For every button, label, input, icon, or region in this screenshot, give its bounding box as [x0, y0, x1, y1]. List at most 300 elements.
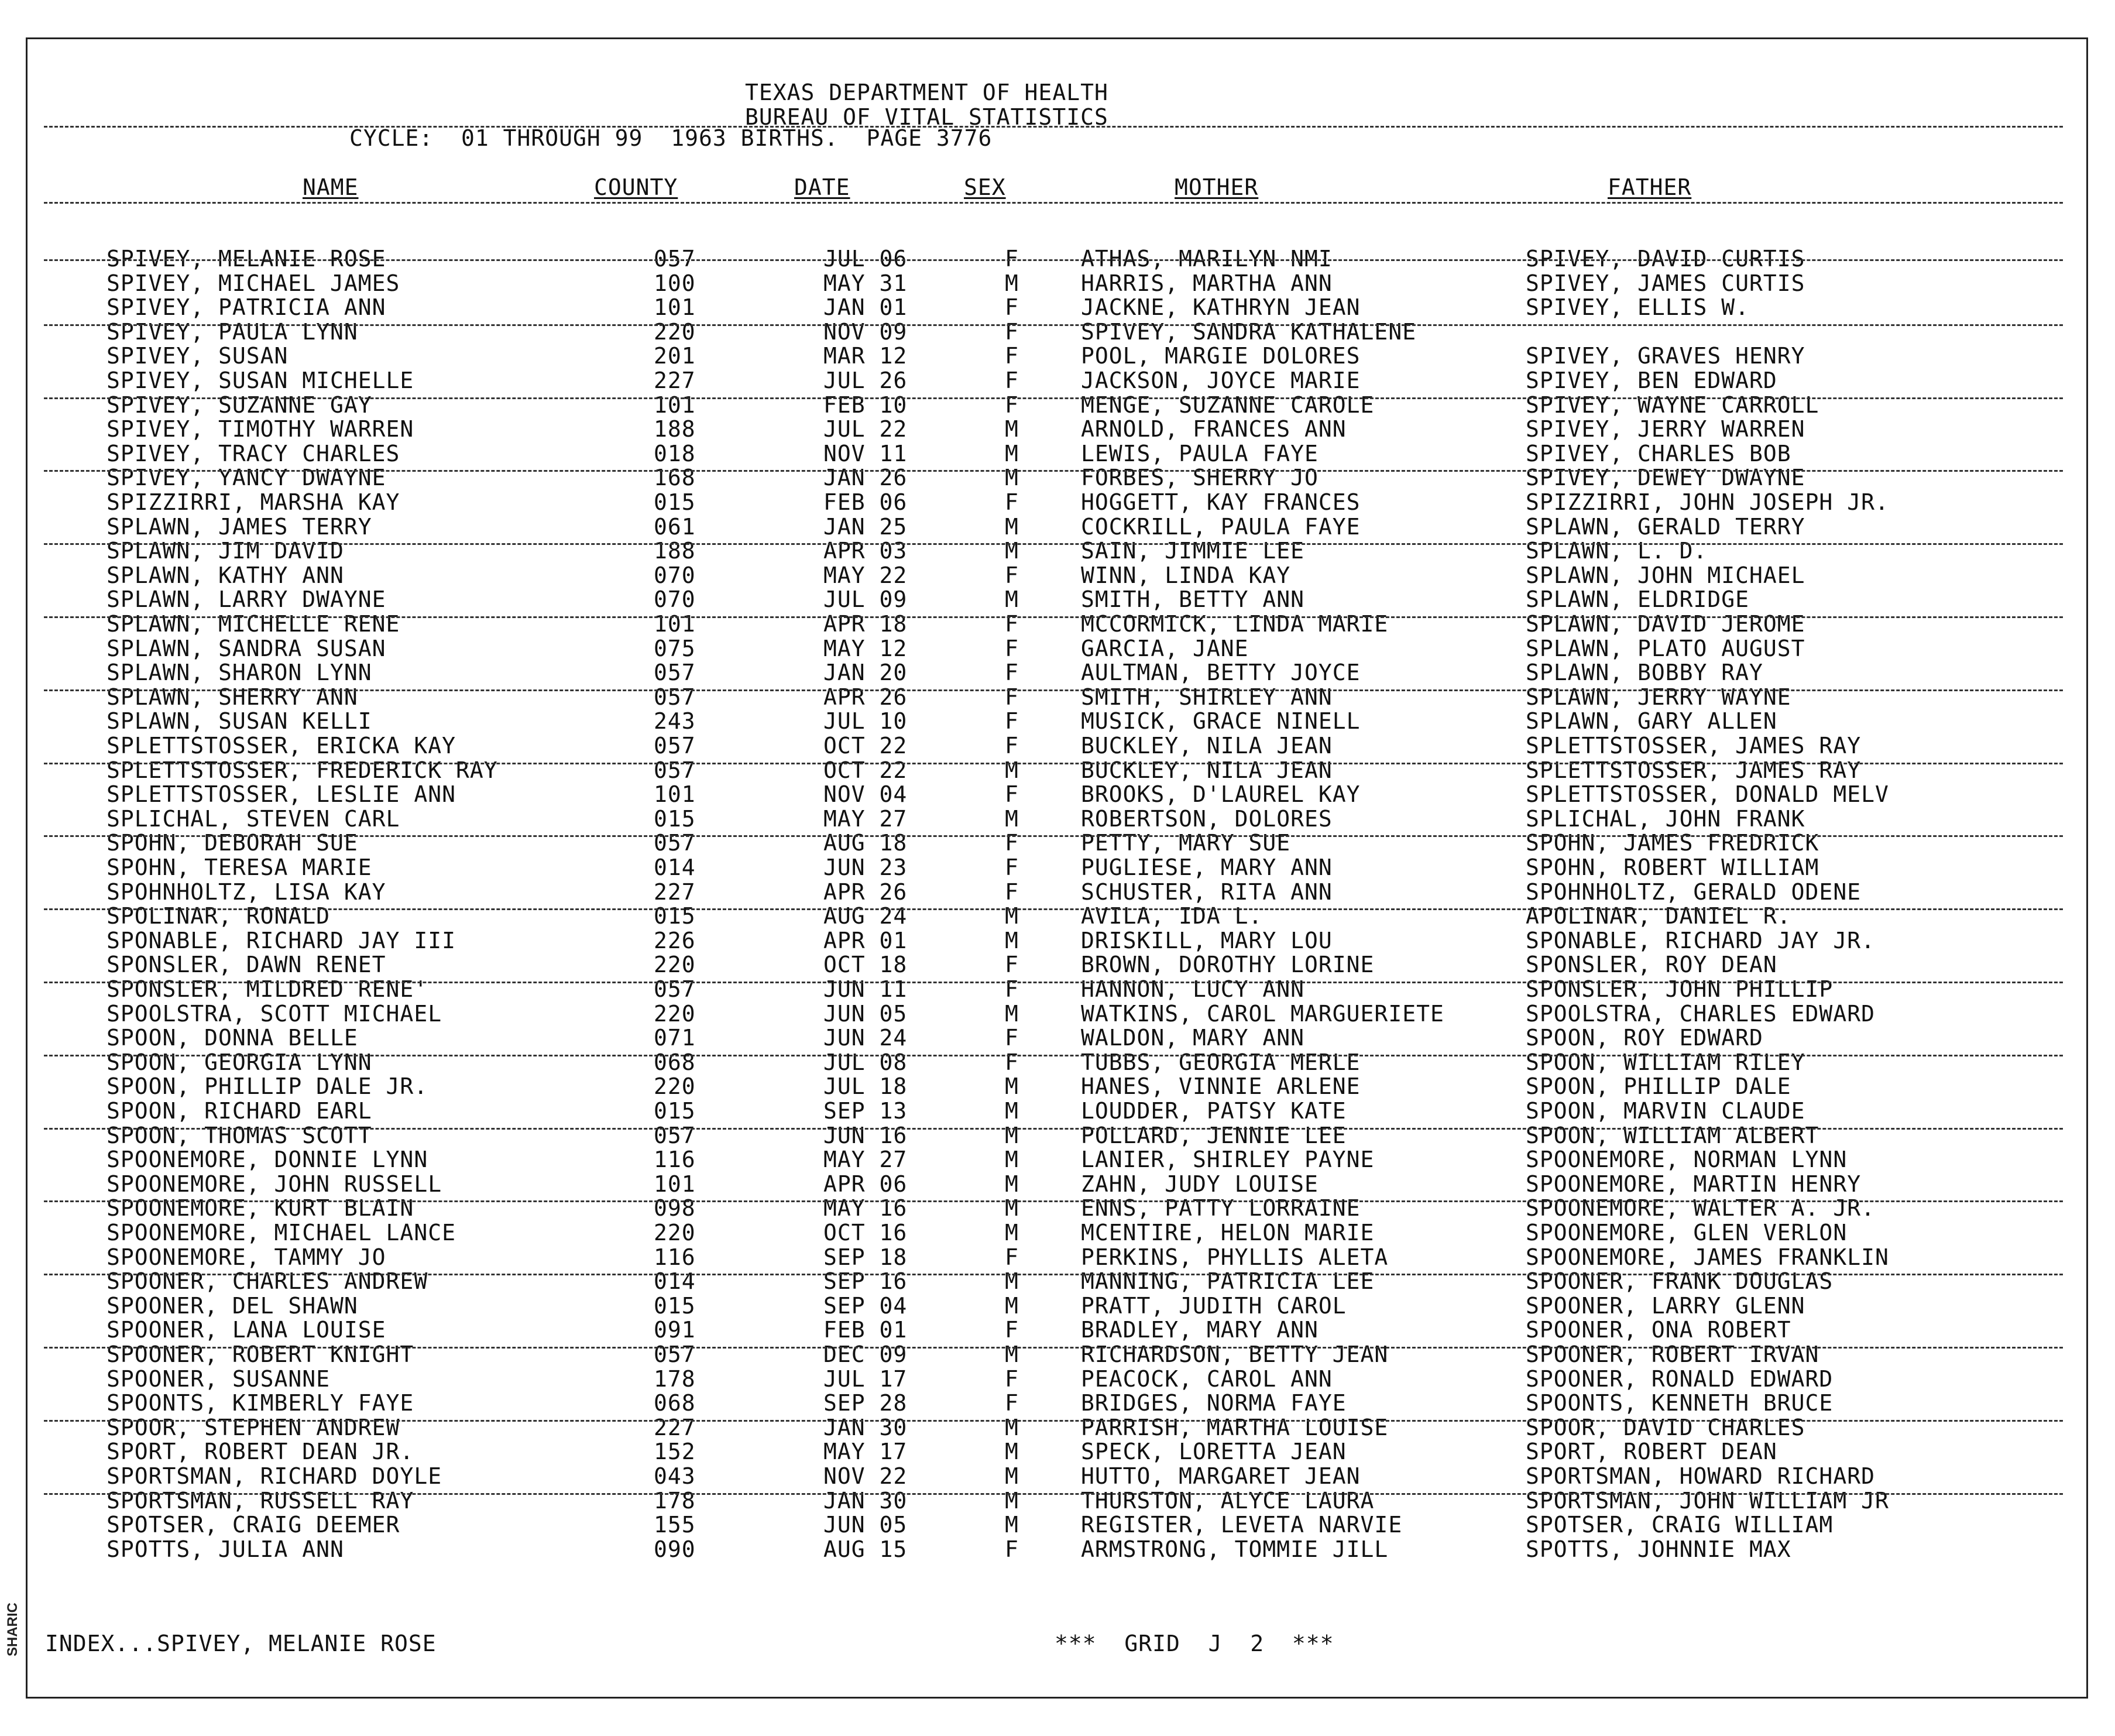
- cell-father: SPONABLE, RICHARD JAY JR.: [1526, 927, 1875, 953]
- cell-name: SPLAWN, SHARON LYNN: [107, 660, 372, 686]
- cell-county: 178: [654, 1366, 696, 1392]
- cell-county: 057: [654, 684, 696, 710]
- cell-county: 015: [654, 1098, 696, 1124]
- cell-county: 098: [654, 1195, 696, 1222]
- cell-date: JUL 22: [823, 416, 908, 442]
- cell-date: MAY 17: [823, 1439, 908, 1465]
- table-row: [28, 977, 2086, 1001]
- table-row: [28, 1196, 2086, 1220]
- cell-sex: M: [1005, 757, 1019, 783]
- cell-name: SPOLINAR, RONALD: [107, 903, 331, 929]
- cell-sex: M: [1005, 1439, 1019, 1465]
- cell-date: APR 01: [823, 927, 908, 953]
- cell-sex: M: [1005, 270, 1019, 296]
- cell-father: SPOON, MARVIN CLAUDE: [1526, 1098, 1805, 1124]
- cell-date: JUL 10: [823, 708, 908, 735]
- cell-mother: GARCIA, JANE: [1081, 635, 1249, 661]
- cell-county: 043: [654, 1463, 696, 1489]
- cell-father: SPIVEY, JAMES CURTIS: [1526, 270, 1805, 296]
- cell-mother: WINN, LINDA KAY: [1081, 562, 1291, 588]
- cell-date: FEB 01: [823, 1317, 908, 1343]
- cell-father: SPOONER, ONA ROBERT: [1526, 1317, 1791, 1343]
- table-row: [28, 733, 2086, 758]
- cell-mother: JACKSON, JOYCE MARIE: [1081, 368, 1361, 393]
- cell-sex: F: [1005, 952, 1019, 978]
- column-header-date: DATE: [794, 174, 850, 200]
- cell-mother: LANIER, SHIRLEY PAYNE: [1081, 1147, 1375, 1173]
- cell-sex: M: [1005, 927, 1019, 953]
- cell-name: SPIVEY, PATRICIA ANN: [107, 294, 386, 321]
- cell-name: SPORT, ROBERT DEAN JR.: [107, 1439, 414, 1465]
- cell-sex: F: [1005, 1244, 1019, 1270]
- cell-father: SPOONEMORE, JAMES FRANKLIN: [1526, 1244, 1889, 1270]
- cell-county: 015: [654, 805, 696, 832]
- cell-name: SPLAWN, SANDRA SUSAN: [107, 635, 386, 661]
- cell-sex: F: [1005, 684, 1019, 710]
- table-row: [28, 1269, 2086, 1294]
- cell-mother: MCCORMICK, LINDA MARIE: [1081, 611, 1389, 637]
- cell-mother: HARRIS, MARTHA ANN: [1081, 270, 1333, 296]
- cell-mother: FORBES, SHERRY JO: [1081, 465, 1319, 491]
- cell-date: APR 03: [823, 538, 908, 564]
- cell-date: AUG 24: [823, 903, 908, 929]
- cell-county: 220: [654, 1073, 696, 1100]
- cell-sex: F: [1005, 733, 1019, 759]
- table-row: [28, 807, 2086, 831]
- column-header-county: COUNTY: [594, 174, 678, 200]
- cell-mother: PUGLIESE, MARY ANN: [1081, 855, 1333, 880]
- cell-mother: SPIVEY, SANDRA KATHALENE: [1081, 318, 1417, 345]
- row-divider: [44, 1493, 2063, 1495]
- row-divider: [44, 835, 2063, 837]
- cell-mother: PRATT, JUDITH CAROL: [1081, 1292, 1347, 1319]
- cell-sex: F: [1005, 1317, 1019, 1343]
- cell-father: SPOHNHOLTZ, GERALD ODENE: [1526, 879, 1862, 905]
- table-row: [28, 1415, 2086, 1440]
- cell-date: MAY 27: [823, 1147, 908, 1173]
- cell-name: SPLETTSTOSSER, LESLIE ANN: [107, 781, 456, 808]
- cell-mother: PETTY, MARY SUE: [1081, 830, 1291, 856]
- cell-county: 057: [654, 660, 696, 686]
- cell-county: 220: [654, 952, 696, 978]
- cell-mother: THURSTON, ALYCE LAURA: [1081, 1487, 1375, 1514]
- cell-father: SPOONER, FRANK DOUGLAS: [1526, 1268, 1834, 1295]
- cell-name: SPIVEY, SUSAN: [107, 343, 289, 369]
- cell-mother: BROWN, DOROTHY LORINE: [1081, 952, 1375, 978]
- cell-county: 091: [654, 1317, 696, 1343]
- footer-grid: *** GRID J 2 ***: [1055, 1631, 1334, 1656]
- cell-sex: M: [1005, 1098, 1019, 1124]
- table-row: [28, 636, 2086, 661]
- cell-name: SPLAWN, SUSAN KELLI: [107, 708, 372, 735]
- row-divider: [44, 1347, 2063, 1349]
- cell-date: MAY 31: [823, 270, 908, 296]
- column-header-mother: MOTHER: [1175, 174, 1259, 200]
- cell-date: MAY 12: [823, 635, 908, 661]
- cell-name: SPOONEMORE, MICHAEL LANCE: [107, 1220, 456, 1246]
- cell-father: SPIVEY, JERRY WARREN: [1526, 416, 1805, 442]
- cell-date: SEP 28: [823, 1390, 908, 1416]
- cell-date: OCT 18: [823, 952, 908, 978]
- cell-name: SPIVEY, PAULA LYNN: [107, 318, 358, 345]
- cell-county: 188: [654, 538, 696, 564]
- table-row: [28, 855, 2086, 880]
- cell-county: 243: [654, 708, 696, 735]
- cell-name: SPOHN, TERESA MARIE: [107, 855, 372, 880]
- cell-father: SPOON, WILLIAM RILEY: [1526, 1049, 1805, 1075]
- table-row: [28, 1050, 2086, 1075]
- row-divider: [44, 324, 2063, 326]
- cell-county: 015: [654, 903, 696, 929]
- table-row: [28, 368, 2086, 393]
- cell-name: SPLAWN, KATHY ANN: [107, 562, 344, 588]
- cell-name: SPOONEMORE, JOHN RUSSELL: [107, 1171, 442, 1197]
- row-divider: [44, 259, 2063, 261]
- cell-date: JAN 26: [823, 465, 908, 491]
- cell-name: SPORTSMAN, RUSSELL RAY: [107, 1487, 414, 1514]
- cell-date: SEP 18: [823, 1244, 908, 1270]
- cell-father: SPLAWN, JERRY WAYNE: [1526, 684, 1791, 710]
- table-row: [28, 538, 2086, 563]
- cell-county: 057: [654, 246, 696, 272]
- cell-father: SPONSLER, ROY DEAN: [1526, 952, 1777, 978]
- table-row: [28, 1172, 2086, 1196]
- cell-father: SPLAWN, BOBBY RAY: [1526, 660, 1763, 686]
- cell-county: 068: [654, 1390, 696, 1416]
- row-divider: [44, 1274, 2063, 1275]
- cell-sex: M: [1005, 1147, 1019, 1173]
- cell-name: SPOON, DONNA BELLE: [107, 1025, 358, 1051]
- cell-sex: F: [1005, 830, 1019, 856]
- cell-name: SPOONER, ROBERT KNIGHT: [107, 1342, 414, 1367]
- cell-father: SPLAWN, GARY ALLEN: [1526, 708, 1777, 735]
- cell-name: SPOON, GEORGIA LYNN: [107, 1049, 372, 1075]
- cell-mother: MCENTIRE, HELON MARIE: [1081, 1220, 1375, 1246]
- cell-date: JUL 08: [823, 1049, 908, 1075]
- cell-sex: F: [1005, 368, 1019, 393]
- cell-father: SPOHN, JAMES FREDRICK: [1526, 830, 1819, 856]
- cell-sex: F: [1005, 392, 1019, 418]
- table-row: [28, 490, 2086, 514]
- cell-county: 014: [654, 1268, 696, 1295]
- cell-name: SPONSLER, MILDRED RENE': [107, 976, 428, 1002]
- cell-sex: F: [1005, 635, 1019, 661]
- cell-sex: F: [1005, 611, 1019, 637]
- table-row: [28, 1147, 2086, 1172]
- cell-father: SPOON, PHILLIP DALE: [1526, 1073, 1791, 1100]
- cell-date: FEB 06: [823, 489, 908, 515]
- cell-mother: SMITH, SHIRLEY ANN: [1081, 684, 1333, 710]
- cell-mother: JACKNE, KATHRYN JEAN: [1081, 294, 1361, 321]
- cell-date: JAN 30: [823, 1487, 908, 1514]
- table-row: [28, 928, 2086, 953]
- cell-mother: PEACOCK, CAROL ANN: [1081, 1366, 1333, 1392]
- table-row: [28, 344, 2086, 368]
- cell-county: 220: [654, 318, 696, 345]
- cell-date: JUL 26: [823, 368, 908, 393]
- table-row: [28, 880, 2086, 904]
- cell-mother: ARNOLD, FRANCES ANN: [1081, 416, 1347, 442]
- cell-county: 101: [654, 611, 696, 637]
- cell-father: SPLETTSTOSSER, DONALD MELV: [1526, 781, 1889, 808]
- cell-date: JUN 16: [823, 1122, 908, 1148]
- cell-date: JAN 30: [823, 1414, 908, 1440]
- table-row: [28, 952, 2086, 977]
- cell-sex: F: [1005, 855, 1019, 880]
- cell-date: APR 26: [823, 684, 908, 710]
- cell-county: 061: [654, 513, 696, 540]
- cell-county: 075: [654, 635, 696, 661]
- cell-name: SPOON, THOMAS SCOTT: [107, 1122, 372, 1148]
- cell-county: 015: [654, 1292, 696, 1319]
- table-row: [28, 1537, 2086, 1562]
- cell-date: JUN 05: [823, 1000, 908, 1027]
- cell-county: 168: [654, 465, 696, 491]
- cell-sex: M: [1005, 1292, 1019, 1319]
- cell-name: SPLETTSTOSSER, FREDERICK RAY: [107, 757, 498, 783]
- cell-father: SPOOR, DAVID CHARLES: [1526, 1414, 1805, 1440]
- cell-mother: BRIDGES, NORMA FAYE: [1081, 1390, 1347, 1416]
- cell-sex: M: [1005, 1512, 1019, 1538]
- cell-name: SPIVEY, SUZANNE GAY: [107, 392, 372, 418]
- cell-mother: ENNS, PATTY LORRAINE: [1081, 1195, 1361, 1222]
- table-row: [28, 758, 2086, 783]
- cell-sex: M: [1005, 1463, 1019, 1489]
- cell-sex: M: [1005, 1171, 1019, 1197]
- column-header-divider: [44, 202, 2063, 204]
- cell-date: JAN 01: [823, 294, 908, 321]
- cell-date: AUG 18: [823, 830, 908, 856]
- table-row: [28, 1220, 2086, 1245]
- cell-mother: SPECK, LORETTA JEAN: [1081, 1439, 1347, 1465]
- cell-mother: ROBERTSON, DOLORES: [1081, 805, 1333, 832]
- footer-index: INDEX...SPIVEY, MELANIE ROSE: [45, 1631, 437, 1656]
- cell-sex: F: [1005, 246, 1019, 272]
- cell-date: APR 26: [823, 879, 908, 905]
- cell-county: 057: [654, 976, 696, 1002]
- cell-father: SPORTSMAN, HOWARD RICHARD: [1526, 1463, 1875, 1489]
- table-row: [28, 1391, 2086, 1415]
- cell-county: 057: [654, 1122, 696, 1148]
- cell-father: SPLETTSTOSSER, JAMES RAY: [1526, 733, 1862, 759]
- cell-sex: F: [1005, 318, 1019, 345]
- cell-date: JUL 18: [823, 1073, 908, 1100]
- cell-date: JUN 23: [823, 855, 908, 880]
- cell-date: APR 06: [823, 1171, 908, 1197]
- cell-date: MAY 16: [823, 1195, 908, 1222]
- cell-county: 057: [654, 757, 696, 783]
- cell-father: SPIVEY, DAVID CURTIS: [1526, 246, 1805, 272]
- cell-sex: M: [1005, 1342, 1019, 1367]
- cell-mother: HANNON, LUCY ANN: [1081, 976, 1305, 1002]
- cell-mother: AULTMAN, BETTY JOYCE: [1081, 660, 1361, 686]
- table-row: [28, 685, 2086, 709]
- cell-county: 057: [654, 1342, 696, 1367]
- cell-county: 227: [654, 879, 696, 905]
- cell-date: APR 18: [823, 611, 908, 637]
- row-divider: [44, 1055, 2063, 1056]
- cell-county: 116: [654, 1244, 696, 1270]
- cell-county: 155: [654, 1512, 696, 1538]
- cell-father: SPOONEMORE, NORMAN LYNN: [1526, 1147, 1848, 1173]
- table-row: [28, 1342, 2086, 1367]
- cell-name: SPOONER, CHARLES ANDREW: [107, 1268, 428, 1295]
- cell-father: SPIVEY, WAYNE CARROLL: [1526, 392, 1819, 418]
- cell-county: 070: [654, 586, 696, 613]
- cell-father: APOLINAR, DANIEL R.: [1526, 903, 1791, 929]
- cell-name: SPIVEY, MELANIE ROSE: [107, 246, 386, 272]
- table-row: [28, 1512, 2086, 1537]
- table-row: [28, 246, 2086, 271]
- cell-father: SPORTSMAN, JOHN WILLIAM JR: [1526, 1487, 1889, 1514]
- cell-date: JUL 17: [823, 1366, 908, 1392]
- cell-county: 015: [654, 489, 696, 515]
- cell-father: SPLAWN, L. D.: [1526, 538, 1708, 564]
- cell-name: SPLAWN, JAMES TERRY: [107, 513, 372, 540]
- cell-mother: ZAHN, JUDY LOUISE: [1081, 1171, 1319, 1197]
- cell-name: SPLAWN, SHERRY ANN: [107, 684, 358, 710]
- cell-sex: M: [1005, 1000, 1019, 1027]
- cell-county: 014: [654, 855, 696, 880]
- column-header-name: NAME: [303, 174, 359, 200]
- cell-mother: MUSICK, GRACE NINELL: [1081, 708, 1361, 735]
- cell-county: 220: [654, 1000, 696, 1027]
- cell-mother: DRISKILL, MARY LOU: [1081, 927, 1333, 953]
- row-divider: [44, 616, 2063, 618]
- cell-father: SPIZZIRRI, JOHN JOSEPH JR.: [1526, 489, 1889, 515]
- cell-date: JAN 25: [823, 513, 908, 540]
- cell-name: SPOTSER, CRAIG DEEMER: [107, 1512, 400, 1538]
- cell-county: 226: [654, 927, 696, 953]
- cell-father: SPOTSER, CRAIG WILLIAM: [1526, 1512, 1834, 1538]
- cell-county: 068: [654, 1049, 696, 1075]
- cell-father: SPOONEMORE, MARTIN HENRY: [1526, 1171, 1862, 1197]
- cell-county: 057: [654, 733, 696, 759]
- cell-date: OCT 22: [823, 757, 908, 783]
- cell-mother: BROOKS, D'LAUREL KAY: [1081, 781, 1361, 808]
- cell-county: 090: [654, 1536, 696, 1562]
- cell-father: SPONSLER, JOHN PHILLIP: [1526, 976, 1834, 1002]
- table-row: [28, 1464, 2086, 1488]
- cell-father: SPOON, ROY EDWARD: [1526, 1025, 1763, 1051]
- cell-date: OCT 16: [823, 1220, 908, 1246]
- cell-father: SPIVEY, BEN EDWARD: [1526, 368, 1777, 393]
- cell-name: SPLAWN, LARRY DWAYNE: [107, 586, 386, 613]
- cell-sex: M: [1005, 538, 1019, 564]
- cell-county: 188: [654, 416, 696, 442]
- cell-date: FEB 10: [823, 392, 908, 418]
- cell-name: SPOHNHOLTZ, LISA KAY: [107, 879, 386, 905]
- table-row: [28, 1074, 2086, 1099]
- table-row: [28, 1318, 2086, 1342]
- cell-county: 227: [654, 368, 696, 393]
- cell-sex: F: [1005, 343, 1019, 369]
- cell-county: 100: [654, 270, 696, 296]
- cell-name: SPOON, RICHARD EARL: [107, 1098, 372, 1124]
- cell-mother: HANES, VINNIE ARLENE: [1081, 1073, 1361, 1100]
- cell-sex: F: [1005, 1390, 1019, 1416]
- cell-name: SPOONEMORE, TAMMY JO: [107, 1244, 386, 1270]
- cell-mother: REGISTER, LEVETA NARVIE: [1081, 1512, 1403, 1538]
- cell-mother: BRADLEY, MARY ANN: [1081, 1317, 1319, 1343]
- cell-county: 101: [654, 294, 696, 321]
- cell-sex: F: [1005, 976, 1019, 1002]
- row-divider: [44, 397, 2063, 399]
- cell-mother: ARMSTRONG, TOMMIE JILL: [1081, 1536, 1389, 1562]
- cell-father: SPLETTSTOSSER, JAMES RAY: [1526, 757, 1862, 783]
- cell-mother: SAIN, JIMMIE LEE: [1081, 538, 1305, 564]
- cell-date: JUN 24: [823, 1025, 908, 1051]
- cell-date: NOV 09: [823, 318, 908, 345]
- cell-name: SPLETTSTOSSER, ERICKA KAY: [107, 733, 456, 759]
- row-divider: [44, 689, 2063, 691]
- table-row: [28, 563, 2086, 588]
- cell-mother: HOGGETT, KAY FRANCES: [1081, 489, 1361, 515]
- table-row: [28, 587, 2086, 612]
- header-cycle: CYCLE: 01 THROUGH 99 1963 BIRTHS. PAGE 3776: [349, 125, 993, 151]
- row-divider: [44, 470, 2063, 472]
- header-agency: TEXAS DEPARTMENT OF HEALTH: [745, 80, 1108, 105]
- cell-date: DEC 09: [823, 1342, 908, 1367]
- cell-name: SPOONTS, KIMBERLY FAYE: [107, 1390, 414, 1416]
- table-row: [28, 1099, 2086, 1123]
- cell-sex: M: [1005, 1073, 1019, 1100]
- cell-father: SPOOLSTRA, CHARLES EDWARD: [1526, 1000, 1875, 1027]
- cell-sex: F: [1005, 879, 1019, 905]
- column-header-father: FATHER: [1608, 174, 1692, 200]
- cell-sex: M: [1005, 513, 1019, 540]
- cell-name: SPONABLE, RICHARD JAY III: [107, 927, 456, 953]
- side-label: SHARIC: [5, 1602, 20, 1656]
- cell-name: SPIVEY, TIMOTHY WARREN: [107, 416, 414, 442]
- cell-sex: F: [1005, 489, 1019, 515]
- table-row: [28, 465, 2086, 490]
- cell-name: SPOOR, STEPHEN ANDREW: [107, 1414, 400, 1440]
- table-row: [28, 1025, 2086, 1050]
- cell-sex: M: [1005, 1195, 1019, 1222]
- cell-sex: M: [1005, 1122, 1019, 1148]
- table-row: [28, 612, 2086, 636]
- cell-county: 227: [654, 1414, 696, 1440]
- cell-father: SPIVEY, ELLIS W.: [1526, 294, 1750, 321]
- cell-date: NOV 04: [823, 781, 908, 808]
- cell-name: SPLAWN, MICHELLE RENE: [107, 611, 400, 637]
- cell-mother: SMITH, BETTY ANN: [1081, 586, 1305, 613]
- cell-name: SPORTSMAN, RICHARD DOYLE: [107, 1463, 442, 1489]
- cell-mother: POLLARD, JENNIE LEE: [1081, 1122, 1347, 1148]
- cell-name: SPIVEY, SUSAN MICHELLE: [107, 368, 414, 393]
- cell-mother: BUCKLEY, NILA JEAN: [1081, 757, 1333, 783]
- cell-mother: WATKINS, CAROL MARGUERIETE: [1081, 1000, 1444, 1027]
- cell-father: SPOONER, LARRY GLENN: [1526, 1292, 1805, 1319]
- cell-sex: M: [1005, 586, 1019, 613]
- table-row: [28, 709, 2086, 733]
- cell-father: SPIVEY, DEWEY DWAYNE: [1526, 465, 1805, 491]
- cell-date: JUL 09: [823, 586, 908, 613]
- cell-mother: PERKINS, PHYLLIS ALETA: [1081, 1244, 1389, 1270]
- cell-date: JUN 11: [823, 976, 908, 1002]
- cell-mother: HUTTO, MARGARET JEAN: [1081, 1463, 1361, 1489]
- row-divider: [44, 908, 2063, 910]
- cell-name: SPOONEMORE, DONNIE LYNN: [107, 1147, 428, 1173]
- cell-sex: M: [1005, 440, 1019, 466]
- cell-father: SPLAWN, JOHN MICHAEL: [1526, 562, 1805, 588]
- cell-sex: F: [1005, 1536, 1019, 1562]
- cell-county: 101: [654, 392, 696, 418]
- cell-mother: LEWIS, PAULA FAYE: [1081, 440, 1319, 466]
- cell-county: 018: [654, 440, 696, 466]
- cell-father: SPOONER, RONALD EDWARD: [1526, 1366, 1834, 1392]
